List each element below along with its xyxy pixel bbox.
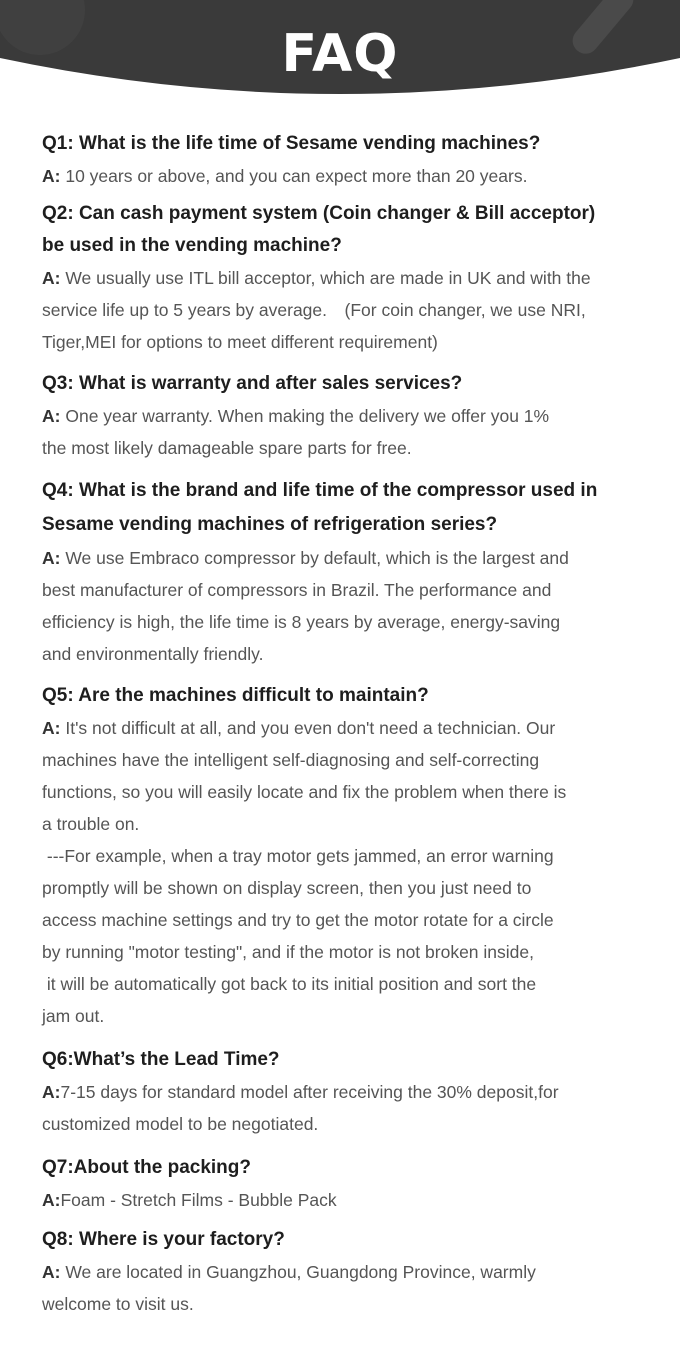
faq-question — [42, 198, 652, 262]
faq-item-q7 — [42, 1152, 652, 1216]
answer-line: Tiger,MEI for options to meet different requirement) — [42, 332, 438, 352]
faq-question — [42, 128, 652, 160]
answer-line: It's not difficult at all, and you even don't need a technician. Our — [65, 718, 556, 738]
answer-line: and environmentally friendly. — [42, 644, 264, 664]
question-line: Q7:About the packing? — [42, 1157, 251, 1178]
faq-answer — [42, 400, 652, 464]
faq-answer — [42, 1256, 652, 1320]
answer-label: A: — [42, 166, 61, 186]
faq-question — [42, 680, 652, 712]
answer-line: service life up to 5 years by average. (For coin changer, we use NRI, — [42, 300, 586, 320]
question-line: Q4: What is the brand and life time of the compressor used in — [42, 480, 598, 501]
answer-line: a trouble on. — [42, 814, 140, 834]
answer-line: welcome to visit us. — [42, 1294, 194, 1314]
answer-line: We use Embraco compressor by default, which is the largest and — [65, 548, 569, 568]
faq-item-q4 — [42, 474, 652, 670]
answer-line: We are located in Guangzhou, Guangdong Province, warmly — [65, 1262, 536, 1282]
answer-line: machines have the intelligent self-diagnosing and self-correcting — [42, 750, 540, 770]
answer-label: A: — [42, 718, 61, 738]
question-line: Sesame vending machines of refrigeration series? — [42, 514, 498, 535]
faq-answer — [42, 262, 652, 358]
faq-item-q3 — [42, 368, 652, 464]
question-line: Q2: Can cash payment system (Coin changer & Bill acceptor) — [42, 203, 596, 224]
answer-line: We usually use ITL bill acceptor, which are made in UK and with the — [65, 268, 591, 288]
question-line: Q5: Are the machines difficult to maintain? — [42, 685, 429, 706]
faq-answer — [42, 160, 652, 192]
faq-item-q5 — [42, 680, 652, 1032]
answer-line: Foam - Stretch Films - Bubble Pack — [60, 1190, 337, 1210]
answer-line: customized model to be negotiated. — [42, 1114, 319, 1134]
answer-line: functions, so you will easily locate and fix the problem when there is — [42, 782, 567, 802]
question-line: Q3: What is warranty and after sales services? — [42, 373, 463, 394]
faq-answer — [42, 542, 652, 670]
answer-label: A: — [42, 268, 61, 288]
faq-answer — [42, 712, 652, 1032]
faq-question — [42, 368, 652, 400]
answer-line: the most likely damageable spare parts for free. — [42, 438, 412, 458]
answer-line: access machine settings and try to get the motor rotate for a circle — [42, 910, 554, 930]
question-line: Q1: What is the life time of Sesame vending machines? — [42, 133, 541, 154]
question-line: be used in the vending machine? — [42, 235, 342, 256]
answer-line: 7-15 days for standard model after receiving the 30% deposit,for — [60, 1082, 559, 1102]
answer-line: jam out. — [42, 1006, 105, 1026]
answer-line: One year warranty. When making the delivery we offer you 1% — [65, 406, 550, 426]
question-line: Q6:What’s the Lead Time? — [42, 1049, 280, 1070]
faq-item-q6 — [42, 1044, 652, 1140]
faq-question — [42, 1224, 652, 1256]
answer-label: A: — [42, 406, 61, 426]
faq-answer — [42, 1184, 652, 1216]
faq-question — [42, 1152, 652, 1184]
faq-list — [42, 128, 652, 1320]
answer-label: A: — [42, 548, 61, 568]
faq-answer — [42, 1076, 652, 1140]
answer-label: A: — [42, 1262, 61, 1282]
answer-line: it will be automatically got back to its initial position and sort the — [42, 974, 537, 994]
faq-question — [42, 1044, 652, 1076]
answer-line: efficiency is high, the life time is 8 years by average, energy-saving — [42, 612, 561, 632]
answer-line: by running "motor testing", and if the motor is not broken inside, — [42, 942, 534, 962]
answer-line: best manufacturer of compressors in Brazil. The performance and — [42, 580, 552, 600]
answer-line: ---For example, when a tray motor gets jammed, an error warning — [42, 846, 554, 866]
question-line: Q8: Where is your factory? — [42, 1229, 285, 1250]
answer-line: promptly will be shown on display screen, then you just need to — [42, 878, 532, 898]
answer-line: 10 years or above, and you can expect more than 20 years. — [65, 166, 528, 186]
faq-item-q2 — [42, 198, 652, 358]
faq-question — [42, 474, 652, 542]
page-title: FAQ — [281, 24, 399, 84]
faq-item-q8 — [42, 1224, 652, 1320]
faq-header-banner — [0, 0, 680, 110]
answer-label: A: — [42, 1082, 61, 1102]
answer-label: A: — [42, 1190, 61, 1210]
faq-item-q1 — [42, 128, 652, 192]
